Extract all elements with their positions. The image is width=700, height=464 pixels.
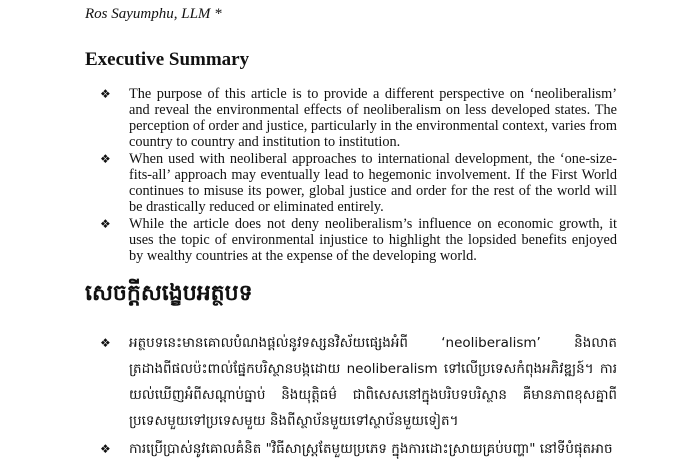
summary-list	[100, 86, 617, 265]
author-line: Ros Sayumphu, LLM *	[85, 6, 222, 22]
khmer-summary-item	[100, 330, 617, 434]
diamond-bullet-icon: ❖	[100, 336, 111, 350]
executive-summary-heading: Executive Summary	[85, 49, 250, 70]
summary-item	[100, 86, 617, 150]
summary-item-text: The purpose of this article is to provide a different perspective on ‘neoliberalism’ and reveal the environmental effects of neoliberalism on less developed states. The perception of order and justice, particularly in the environmental context, varies from country to country and institution to institution.	[129, 86, 617, 150]
khmer-summary-heading: សេចក្តីសង្ខេបអត្ថបទ	[85, 281, 253, 306]
summary-item	[100, 216, 617, 264]
summary-item	[100, 151, 617, 215]
summary-item-text: When used with neoliberal approaches to international development, the ‘one-size-fits-all’ approach may eventually lead to hegemonic involvement. If the First World continues to misuse its power, global justice and order for the rest of the world will be drastically reduced or eliminated entirely.	[129, 151, 617, 215]
summary-item-text: While the article does not deny neoliberalism’s influence on economic growth, it uses the topic of environmental injustice to highlight the lopsided benefits enjoyed by wealthy countries at the expense of the developing world.	[129, 216, 617, 264]
khmer-summary-item-text: ការប្រើប្រាស់នូវគោលគំនិត "វិធីសាស្ត្រតែមួយប្រភេទ ក្នុងការដោះស្រាយគ្រប់បញ្ហា" នៅទីបំផុតអាច	[129, 441, 613, 457]
diamond-bullet-icon: ❖	[100, 217, 111, 231]
khmer-summary-list	[100, 330, 617, 464]
diamond-bullet-icon: ❖	[100, 152, 111, 166]
khmer-summary-item	[100, 436, 617, 462]
diamond-bullet-icon: ❖	[100, 87, 111, 101]
khmer-summary-item-text: អត្ថបទនេះមានគោលបំណងផ្តល់នូវទស្សនវិស័យផ្សេងអំពី ‘neoliberalism’ និងលាតត្រដាងពីផលប៉ះពាល់ផ្នែកបរិស្ថានបង្កដោយ neoliberalism ទៅលើប្រទេសកំពុងអភិវឌ្ឍន៍។ ការយល់ឃើញអំពីសណ្តាប់ធ្នាប់ និងយុត្តិធម៌ ជាពិសេសនៅក្នុងបរិបទបរិស្ថាន គឺមានភាពខុសគ្នាពីប្រទេសមួយទៅប្រទេសមួយ និងពីស្ថាប័នមួយទៅស្ថាប័នមួយទៀត។	[129, 335, 617, 429]
diamond-bullet-icon: ❖	[100, 442, 111, 456]
